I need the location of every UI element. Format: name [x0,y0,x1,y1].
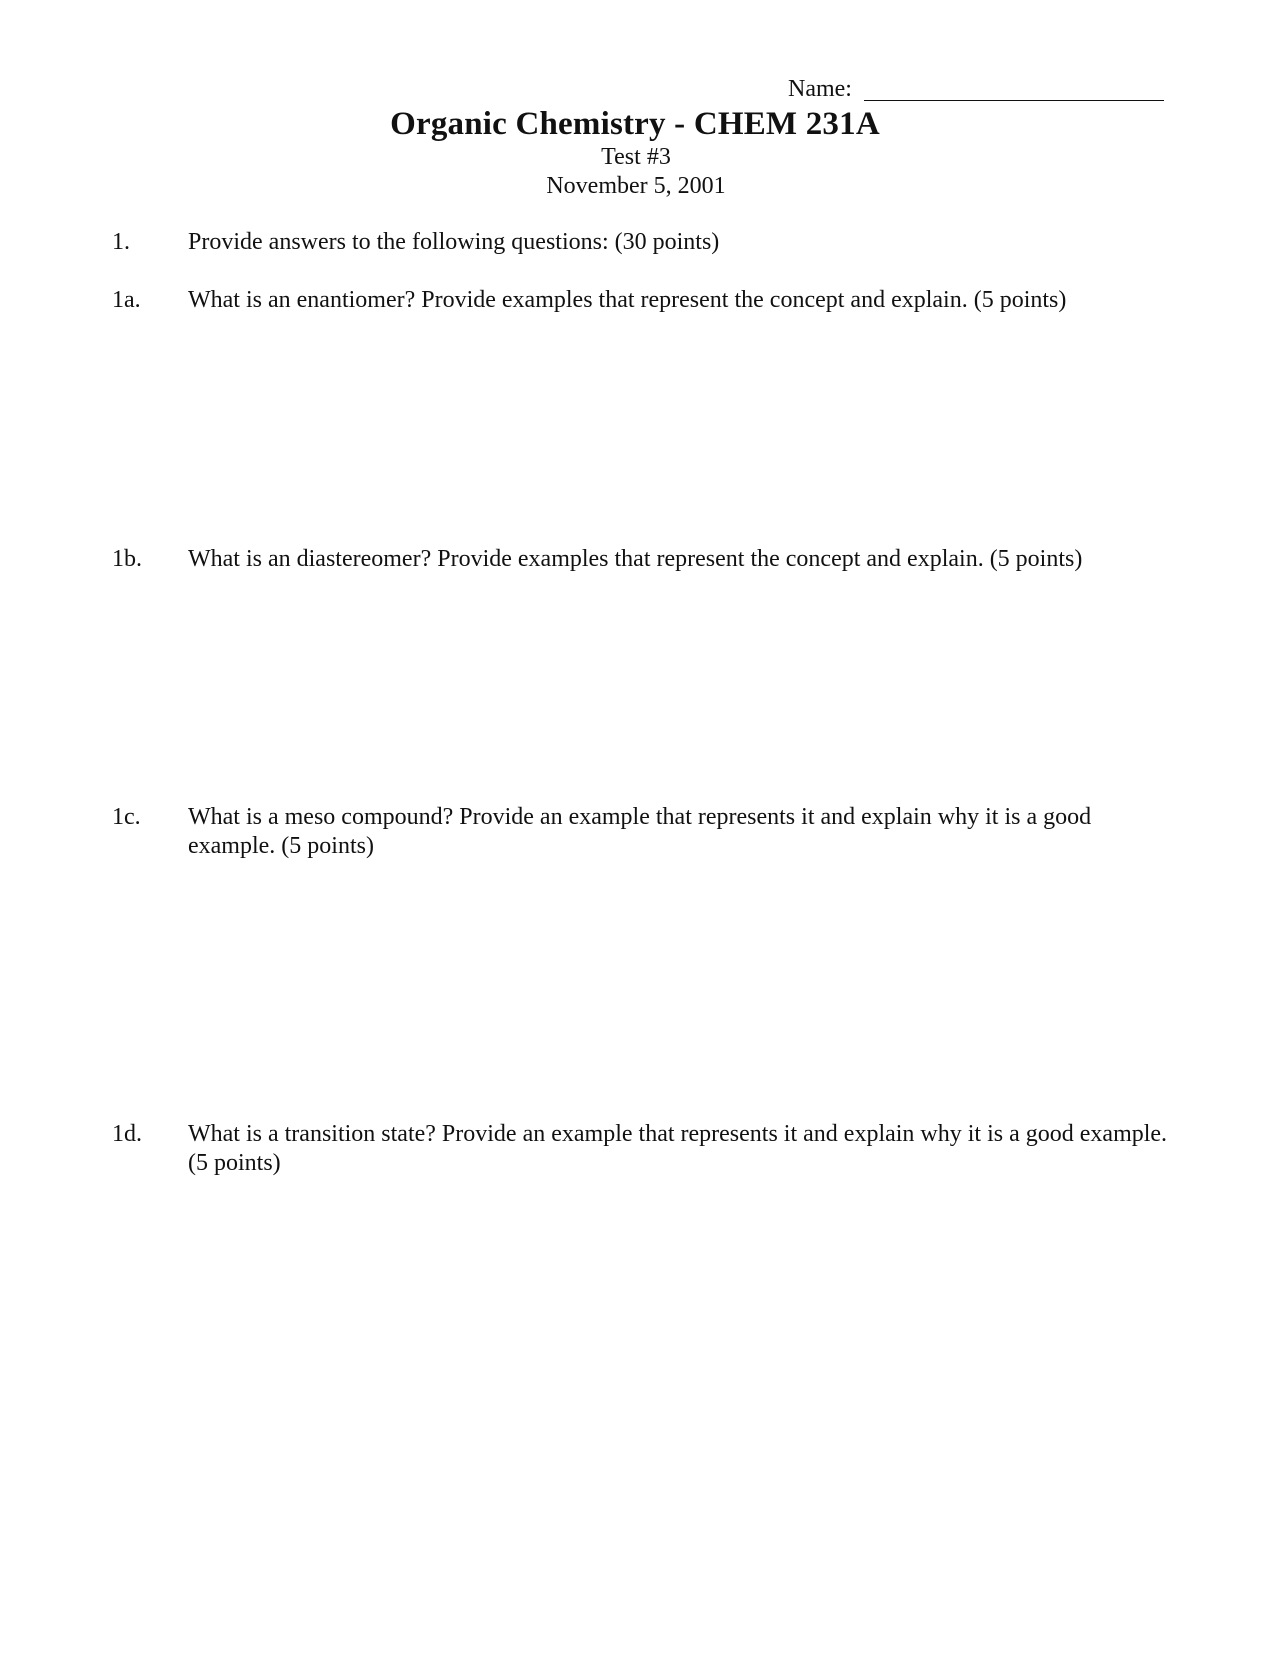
name-blank-line [864,100,1164,101]
test-date-text: November 5, 2001 [546,173,726,199]
name-label: Name: [788,76,852,102]
question-text: What is an enantiomer? Provide examples that represent the concept and explain. (5 points) [188,287,1067,313]
question-text: What is an diastereomer? Provide examples that represent the concept and explain. (5 points) [188,546,1083,572]
question-number: 1. [112,229,130,255]
test-number [0,142,1280,172]
question-text: What is a meso compound? Provide an example that represents it and explain why it is a good example. (5 points) [188,804,1092,859]
name-field [788,74,1168,104]
test-date [0,171,1280,201]
question-number: 1d. [112,1121,142,1147]
exam-title-text: Organic Chemistry - CHEM 231A [390,106,880,142]
question-number: 1b. [112,546,142,572]
question-number: 1a. [112,287,141,313]
exam-title [0,104,1280,144]
question-number: 1c. [112,804,141,830]
question-text: What is a transition state? Provide an example that represents it and explain why it is a good example. (5 points) [188,1121,1168,1176]
question-text: Provide answers to the following questions: (30 points) [188,229,720,255]
test-number-text: Test #3 [601,144,671,170]
